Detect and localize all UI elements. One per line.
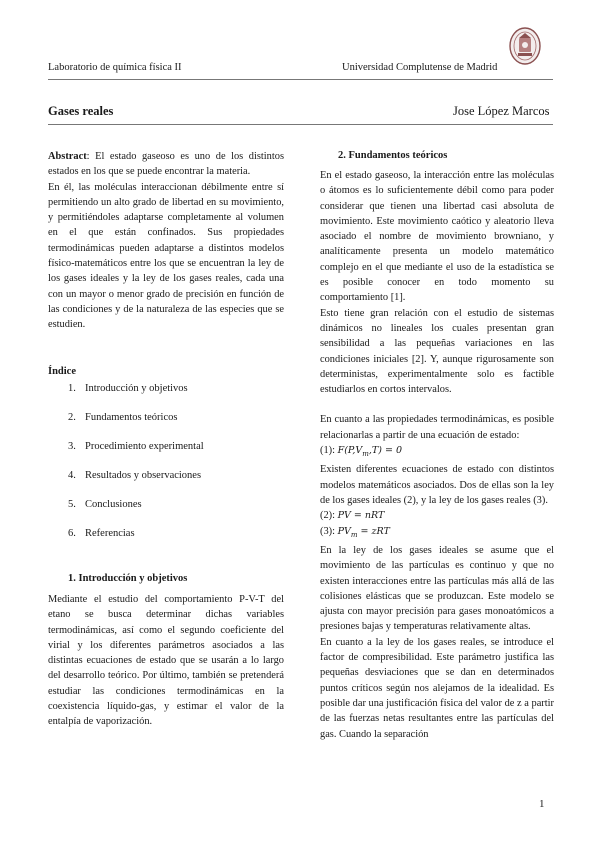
toc-item[interactable] <box>48 499 284 528</box>
title-rule <box>48 124 553 125</box>
index-title: Índice <box>48 366 77 377</box>
header-right: Universidad Complutense de Madrid <box>342 62 498 73</box>
equation-1-subscript: m <box>362 450 369 459</box>
author-name: Jose López Marcos <box>453 104 550 118</box>
toc-label: Referencias <box>85 528 135 539</box>
section-2-paragraph-4: Existen diferentes ecuaciones de estado con distintos modelos matemáticos asociados. Dos de ellas son la ley de los gases ideales (2), y la ley de los gases reales (3). <box>320 464 554 507</box>
abstract-body: En él, las moléculas interaccionan débilmente entre sí permitiendo un alto grado de libertad en su movimiento, y permitiéndoles adaptarse completamente al volumen en el que están confinados. Sus propiedades termodinámicas pueden adaptarse a distintos modelos físico-matemáticos entre los que se encuentran la ley de los gases ideales y la ley de los gases reales, cada una con un mayor o menor grado de precisión en función de las condiciones y de la naturaleza de las especies que se estudien. <box>48 181 284 331</box>
toc-label: Procedimiento experimental <box>85 441 204 452</box>
equation-2-body: PV = nRT <box>337 510 385 522</box>
section-2-paragraph-1: En el estado gaseoso, la interacción entre las moléculas o átomos es lo suficientemente débil como para poder considerar que tienen una libertad casi absoluta de movimiento. Este movimiento caótico y aleatorio lleva asociado el nombre de movimiento browniano, y analíticamente presenta un modelo matemático complejo en el que mediante el uso de la estadística se es posible conocer en todo momento su comportamiento [1]. <box>320 170 554 304</box>
toc-number: 5. <box>68 499 76 510</box>
header-left: Laboratorio de química física II <box>48 62 182 73</box>
equation-3-label: (3): <box>320 525 338 537</box>
toc-number: 1. <box>68 383 76 394</box>
section-2-body <box>320 168 554 742</box>
toc-label: Resultados y observaciones <box>85 470 202 481</box>
page-number: 1 <box>539 798 545 810</box>
left-column <box>48 149 284 333</box>
section-1-body <box>48 592 284 730</box>
section-2-heading: 2. Fundamentos teóricos <box>338 150 448 161</box>
equation-1-right: ,T) = 0 <box>368 445 403 457</box>
toc-item[interactable] <box>48 412 284 441</box>
section-1-heading: 1. Introducción y objetivos <box>68 573 188 584</box>
equation-1-left: F(P,V <box>337 445 363 457</box>
toc-label: Introducción y objetivos <box>85 383 188 394</box>
toc-item[interactable] <box>48 383 284 412</box>
toc-number: 6. <box>68 528 76 539</box>
toc-number: 3. <box>68 441 76 452</box>
table-of-contents <box>48 383 284 557</box>
equation-3 <box>320 524 554 543</box>
abstract-label: Abstract <box>48 151 87 162</box>
toc-item[interactable] <box>48 470 284 499</box>
equation-1-label: (1): <box>320 445 338 457</box>
toc-item[interactable] <box>48 528 284 557</box>
equation-3-left: PV <box>337 525 351 537</box>
section-2-paragraph-6: En cuanto a la ley de los gases reales, se introduce el factor de compresibilidad. Este parámetro justifica las pequeñas desviaciones que se dan en determinados puntos críticos según nos alejamos de la idealidad. Es posible dar una justificación física del valor de z a partir de las fuerzas netas resultantes entre las partículas del gas. Cuando la separación <box>320 636 554 740</box>
equation-3-right: = zRT <box>357 525 390 537</box>
equation-2-label: (2): <box>320 510 338 522</box>
section-1-paragraph: Mediante el estudio del comportamiento P-V-T del etano se busca determinar dichas variables termodinámicas, así como el segundo coeficiente del virial y los diferentes parámetros asociados a las distintas ecuaciones de estado que se usarán a lo largo del desarrollo teórico. Por último, también se pretenderá estudiar las condiciones termodinámicas en la coexistencia líquido-gas, y estimar el valor de la entalpía de vaporización. <box>48 594 284 728</box>
abstract-paragraph <box>48 149 284 180</box>
section-2-paragraph-3: En cuanto a las propiedades termodinámicas, es posible relacionarlas a partir de una ecuación de estado: <box>320 414 554 441</box>
paper-title: Gases reales <box>48 104 114 118</box>
equation-3-subscript: m <box>350 530 358 539</box>
toc-number: 2. <box>68 412 76 423</box>
header-rule <box>48 79 553 80</box>
section-2-paragraph-5: En la ley de los gases ideales se asume que el movimiento de las partículas es continuo y que no existen interacciones entre las partículas más allá de las colisiones elásticas que se produzcan. Este modelo se ajusta con mayor precisión para gases monoatómicos a presiones bajas y temperaturas relativamente altas. <box>320 544 554 633</box>
equation-1 <box>320 443 554 462</box>
toc-label: Fundamentos teóricos <box>85 412 178 423</box>
toc-label: Conclusiones <box>85 499 142 510</box>
university-seal-icon <box>508 26 542 66</box>
section-2-paragraph-2: Esto tiene gran relación con el estudio de sistemas dinámicos no lineales los cuales presentan gran sensibilidad a las pequeñas variaciones en las condiciones iniciales [2]. Y, aunque rigurosamente son deterministas, experimentalmente solo es factible estudiarlos en cortos intervalos. <box>320 307 554 396</box>
abstract-text: : El estado gaseoso es uno de los distintos estados en los que se puede encontrar la materia. <box>48 151 284 178</box>
toc-number: 4. <box>68 470 76 481</box>
toc-item[interactable] <box>48 441 284 470</box>
equation-2 <box>320 508 554 523</box>
